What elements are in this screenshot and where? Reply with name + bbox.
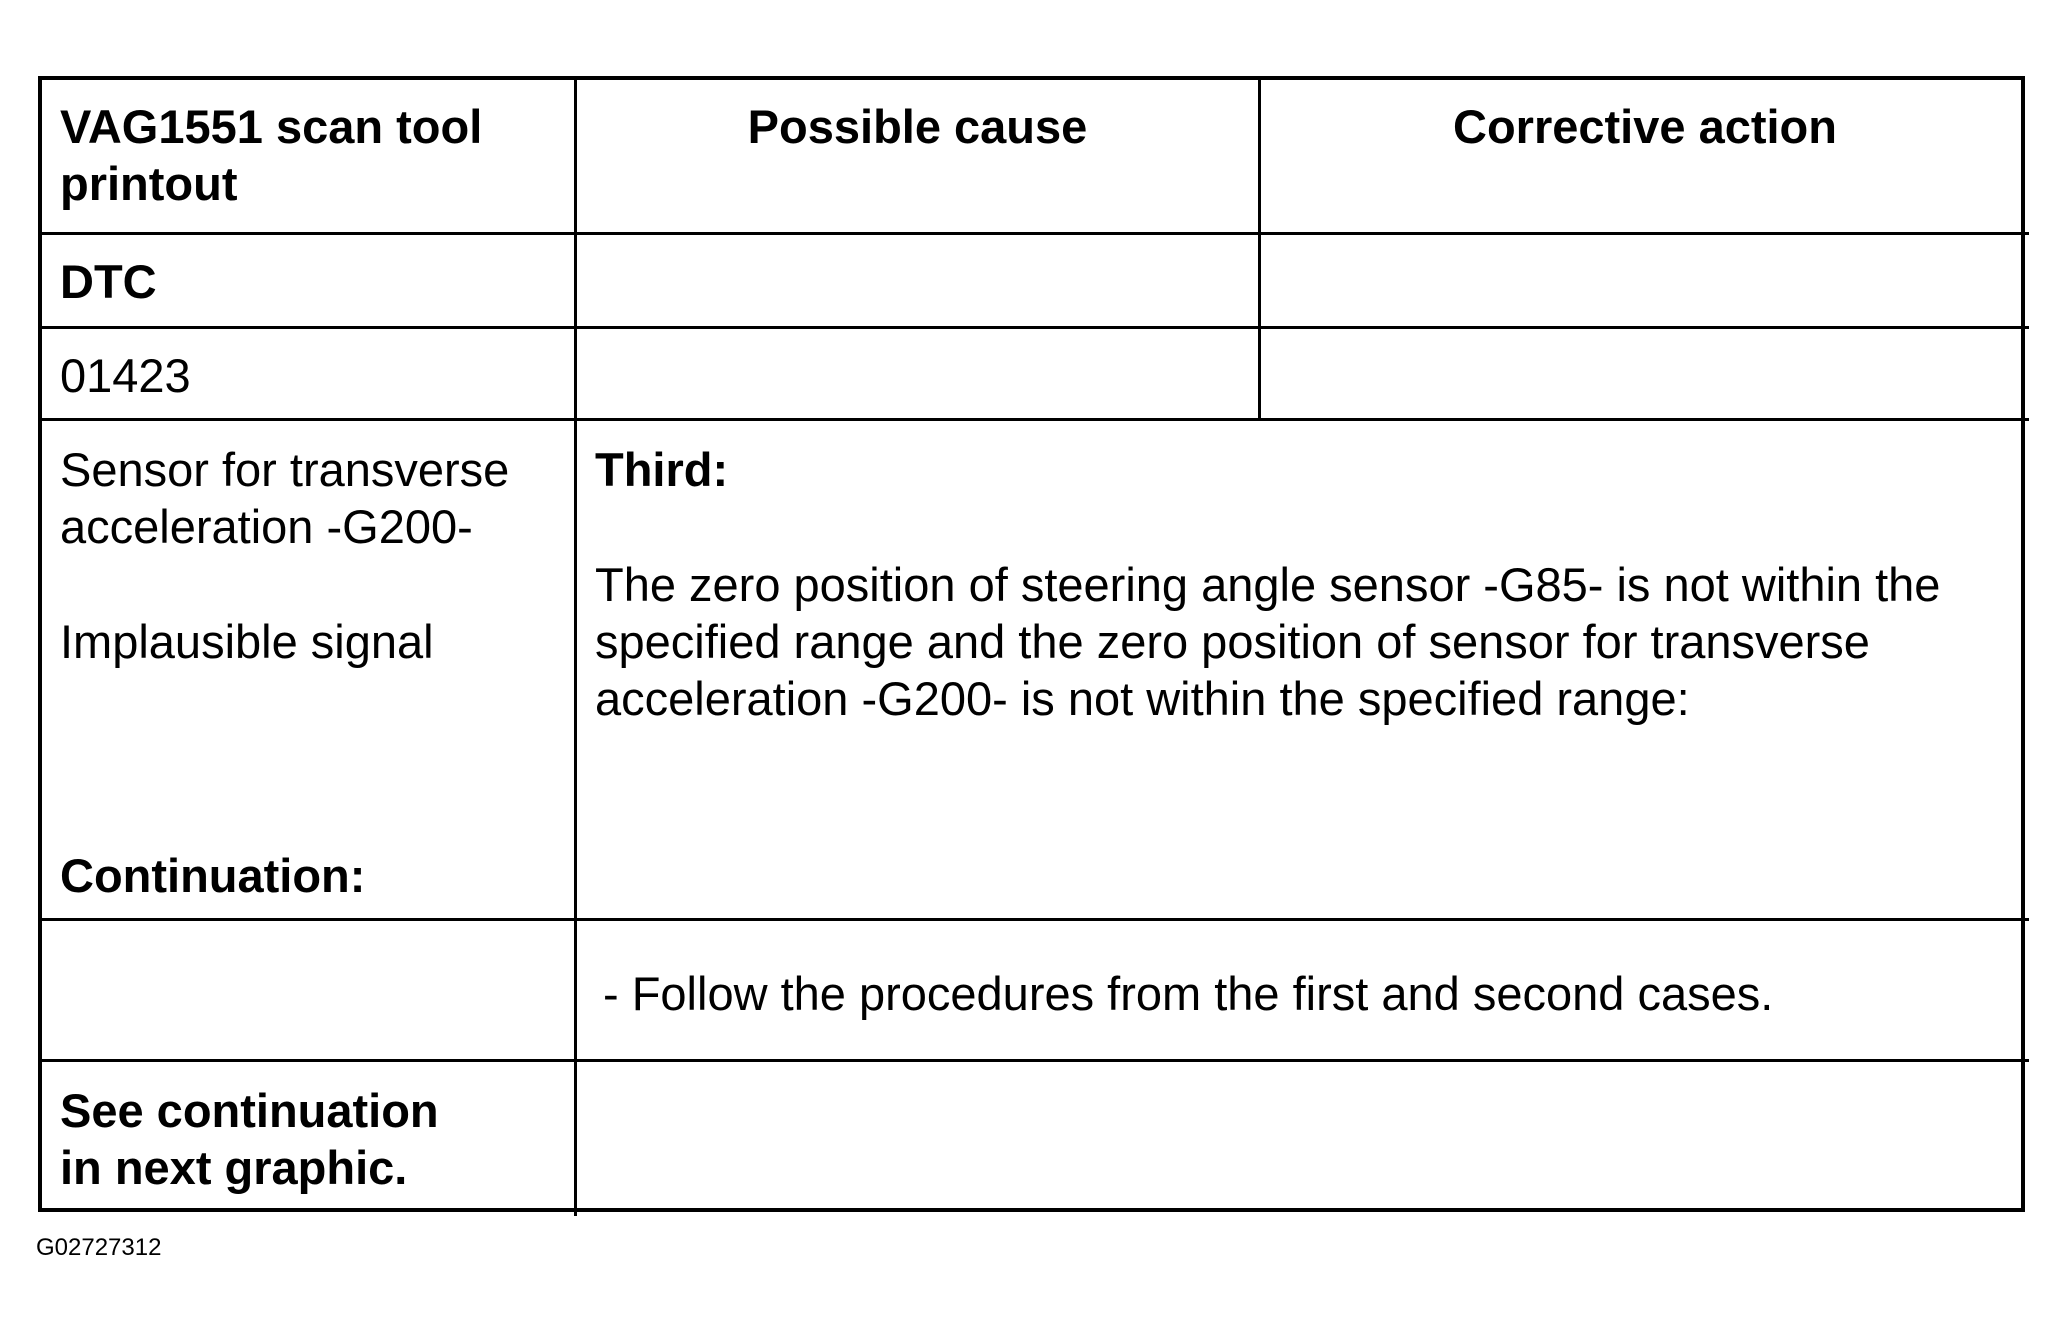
fault-component: Sensor for transverse acceleration -G200- [60, 443, 510, 553]
cause-text: The zero position of steering angle sensor -G85- is not within the specified range and the zero position of sensor for transverse acceleration -G200- is not within the specified range: [595, 558, 1941, 725]
header-scan-tool-printout: VAG1551 scan tool printout [42, 80, 577, 235]
empty-cell [577, 329, 1261, 421]
empty-cell [577, 1062, 2029, 1216]
corrective-action-text: - Follow the procedures from the first and second cases. [577, 921, 2029, 1062]
empty-cell [1261, 329, 2029, 421]
possible-cause-cell [577, 421, 2029, 921]
continuation-label: Continuation: [60, 849, 366, 902]
header-possible-cause: Possible cause [577, 80, 1261, 235]
empty-cell [1261, 235, 2029, 329]
cause-heading: Third: [595, 443, 729, 496]
see-continuation-line2: in next graphic. [60, 1141, 408, 1194]
see-continuation [42, 1062, 577, 1216]
empty-cell [577, 235, 1261, 329]
empty-cell [42, 921, 577, 1062]
see-continuation-line1: See continuation [60, 1084, 439, 1137]
diagnostic-table [38, 76, 2025, 1212]
header-corrective-action: Corrective action [1261, 80, 2029, 235]
dtc-label: DTC [42, 235, 577, 329]
fault-condition: Implausible signal [60, 615, 434, 668]
dtc-code: 01423 [42, 329, 577, 421]
fault-description [42, 421, 577, 921]
figure-id: G02727312 [36, 1234, 162, 1261]
